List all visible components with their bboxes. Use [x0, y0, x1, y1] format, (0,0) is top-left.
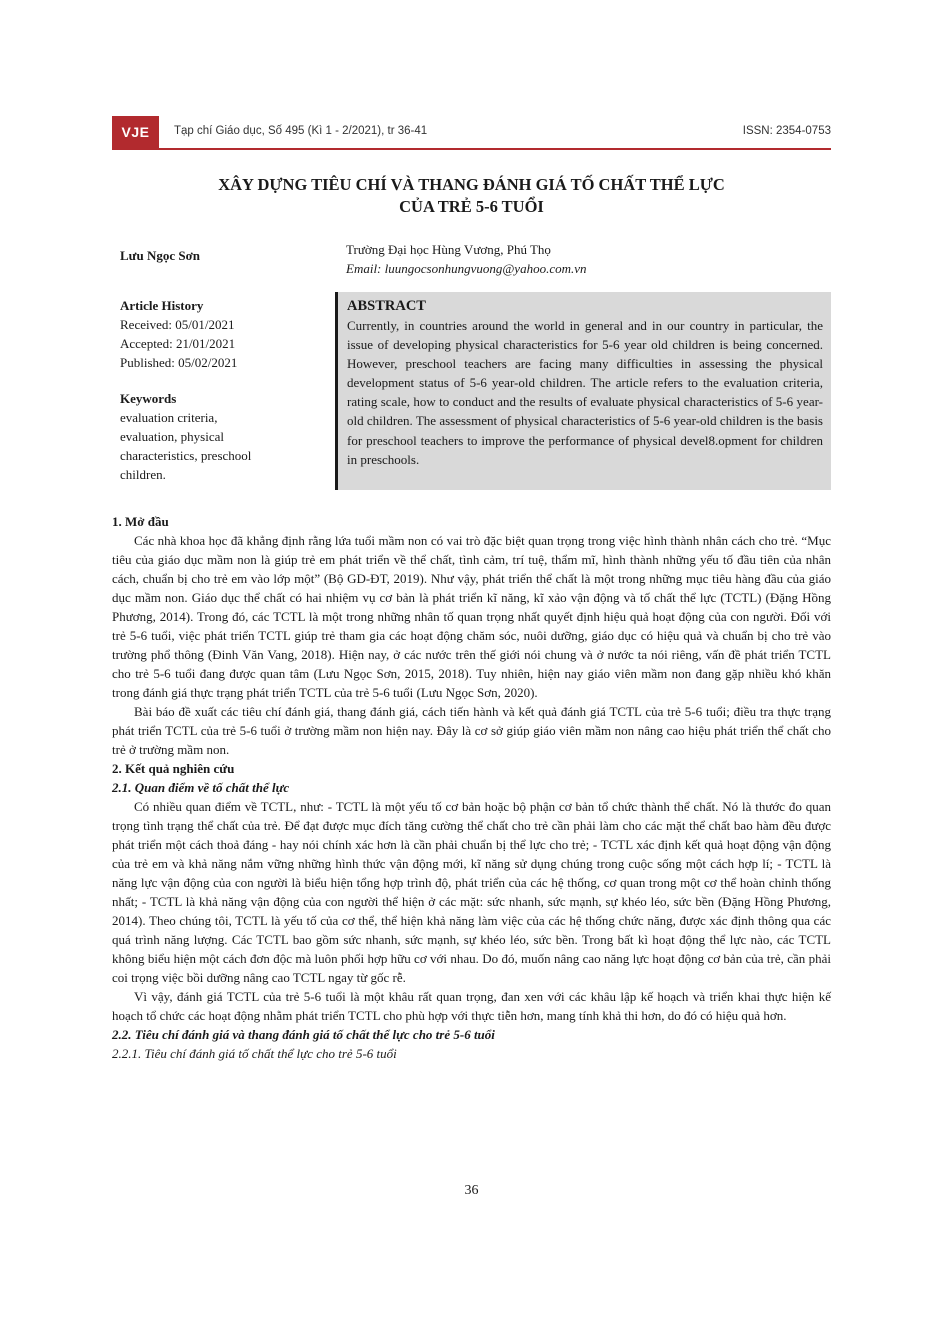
author-affiliation: [346, 240, 587, 278]
keywords-line: evaluation criteria,: [120, 410, 218, 425]
header-rule: [112, 148, 831, 150]
abstract-text: Currently, in countries around the world in general and in our country in particular, the issue of developing physical characteristics for 5-6 year old children is being concerned. However, preschool teachers are facing many difficulties in assessing the physical development status of 5-6 year-old children. The article refers to the evaluation criteria, rating scale, how to conduct and the results of evaluate physical characteristics of 5-6 year-old children. The assessment of physical characteristics of 5-6 year-old children is the basis for preschool teachers to improve the performance of physical devel8.opment for children in preschools.: [347, 318, 823, 467]
paper-title: [112, 174, 831, 218]
subsection-heading: 2.2. Tiêu chí đánh giá và thang đánh giá tố chất thể lực cho trẻ 5-6 tuổi: [112, 1027, 495, 1042]
keywords-line: characteristics, preschool: [120, 448, 252, 463]
paragraph: Có nhiều quan điểm về TCTL, như: - TCTL là một yếu tố cơ bản hoặc bộ phận cơ bản tổ chức thành thể chất. Nó là thước đo quan trọng tình trạng thể chất của trẻ. Để đạt được mục đích tăng cường thể chất cho trẻ cần phải làm cho các mặt thể chất bao hàm đều được phát triển một cách thoả đáng - hay nói chính xác hơn là cần phải chuẩn bị thể lực cho trẻ; - TCTL xác định kết quả hoạt động vận động của trẻ em và khả năng nắm vững những hình thức vận động mới, kĩ năng sử dụng chúng trong cuộc sống một cách hợp lí; - TCTL là năng lực vận động của con người là biểu hiện tổng hợp trình độ, phát triển của các hệ thống, cơ quan trong một cơ thể hoàn chỉnh thống nhất; - TCTL là khả năng vận động của con người thể hiện ở các mặt: sức nhanh, sức mạnh, sự khéo léo, sức bền (Đặng Hồng Phương, 2014). Theo chúng tôi, TCTL là yếu tố của cơ thể, thể hiện khả năng làm việc của các hệ thống chức năng, được xác định thông qua các quá trình năng lượng. Các TCTL bao gồm sức nhanh, sức mạnh, sự khéo léo, sức bền. Trong bất kì hoạt động thể lực nào, các TCTL không biểu hiện một cách đơn độc mà luôn phối hợp hữu cơ với nhau. Do đó, muốn nâng cao năng lực hoạt động cơ bản của trẻ, cần phải coi trọng việc bồi dưỡng nâng cao TCTL ngay từ gốc rễ.: [112, 799, 831, 985]
paragraph: Vì vậy, đánh giá TCTL của trẻ 5-6 tuổi là một khâu rất quan trọng, đan xen với các khâu lập kế hoạch và triển khai thực hiện kế hoạch tổ chức các hoạt động nhằm phát triển TCTL cho phù hợp với thực tiễn hơn, mang tính khả thi hơn, do đó có hiệu quả hơn.: [112, 989, 831, 1023]
title-line-2: CỦA TRẺ 5-6 TUỔI: [399, 197, 544, 216]
paragraph: Bài báo đề xuất các tiêu chí đánh giá, thang đánh giá, cách tiến hành và kết quả đánh giá TCTL của trẻ 5-6 tuổi; điều tra thực trạng phát triển TCTL của trẻ 5-6 tuổi ở trường mầm non hiện nay. Đây là cơ sở giúp giáo viên mầm non nâng cao hiệu phát triển thể chất cho trẻ ở trường mầm non.: [112, 704, 831, 757]
subsection-heading: 2.1. Quan điểm về tố chất thể lực: [112, 780, 290, 795]
section-heading: 2. Kết quả nghiên cứu: [112, 761, 235, 776]
title-line-1: XÂY DỰNG TIÊU CHÍ VÀ THANG ĐÁNH GIÁ TỐ CHẤT THỂ LỰC: [218, 175, 725, 194]
paragraph: Các nhà khoa học đã khẳng định rằng lứa tuổi mầm non có vai trò đặc biệt quan trọng trong việc hình thành nhân cách cho trẻ. “Mục tiêu của giáo dục mầm non là giúp trẻ em phát triển về thể chất, tình cảm, trí tuệ, thẩm mĩ, hình thành những yếu tố đầu tiên của nhân cách, chuẩn bị cho trẻ em vào lớp một” (Bộ GD-ĐT, 2019). Như vậy, phát triển thể chất là một trong những mục tiêu hàng đầu của giáo dục mầm non. Giáo dục thể chất có hai nhiệm vụ cơ bản là phát triển kĩ năng, kĩ xảo vận động và tố chất thể lực (TCTL) (Đặng Hồng Phương, 2014). Trong đó, các TCTL là một trong những nhân tố quan trọng nhất quyết định hiệu quả hoạt động của con người. Đối với trẻ 5-6 tuổi, việc phát triển TCTL giúp trẻ tham gia các hoạt động chăm sóc, nuôi dưỡng, giáo dục có hiệu quả và chuẩn bị cho trẻ vào trường phổ thông (Đinh Văn Vang, 2018). Hiện nay, ở các nước trên thế giới nói chung và ở nước ta nói riêng, vấn đề phát triển TCTL cho trẻ 5-6 tuổi đang được quan tâm (Lưu Ngọc Sơn, 2015, 2018). Tuy nhiên, hiện nay giáo viên mầm non đang gặp nhiều khó khăn trong đánh giá thực trạng phát triển TCTL của trẻ 5-6 tuổi (Lưu Ngọc Sơn, 2020).: [112, 533, 831, 700]
published-date: Published: 05/02/2021: [120, 355, 238, 370]
abstract-heading: ABSTRACT: [347, 298, 426, 314]
abstract-box: [335, 292, 831, 490]
keywords-line: evaluation, physical: [120, 429, 224, 444]
article-info-sidebar: [120, 296, 320, 484]
article-body: [112, 512, 831, 1063]
author-name: Lưu Ngọc Sơn: [120, 248, 201, 263]
page-number: 36: [464, 1183, 479, 1198]
affiliation-text: Trường Đại học Hùng Vương, Phú Thọ: [346, 242, 551, 257]
journal-logo: VJE: [112, 116, 159, 148]
received-date: Received: 05/01/2021: [120, 317, 235, 332]
section-heading: 1. Mở đầu: [112, 514, 169, 529]
keywords-heading: Keywords: [120, 391, 177, 406]
author-email: Email: luungocsonhungvuong@yahoo.com.vn: [346, 261, 587, 276]
subsubsection-heading: 2.2.1. Tiêu chí đánh giá tố chất thể lực cho trẻ 5-6 tuổi: [112, 1046, 397, 1061]
accepted-date: Accepted: 21/01/2021: [120, 336, 236, 351]
journal-citation: Tạp chí Giáo dục, Số 495 (Kì 1 - 2/2021), tr 36-41: [174, 125, 428, 137]
journal-header: [112, 116, 831, 148]
history-heading: Article History: [120, 298, 204, 313]
keywords-line: children.: [120, 467, 166, 482]
issn: ISSN: 2354-0753: [742, 125, 831, 137]
